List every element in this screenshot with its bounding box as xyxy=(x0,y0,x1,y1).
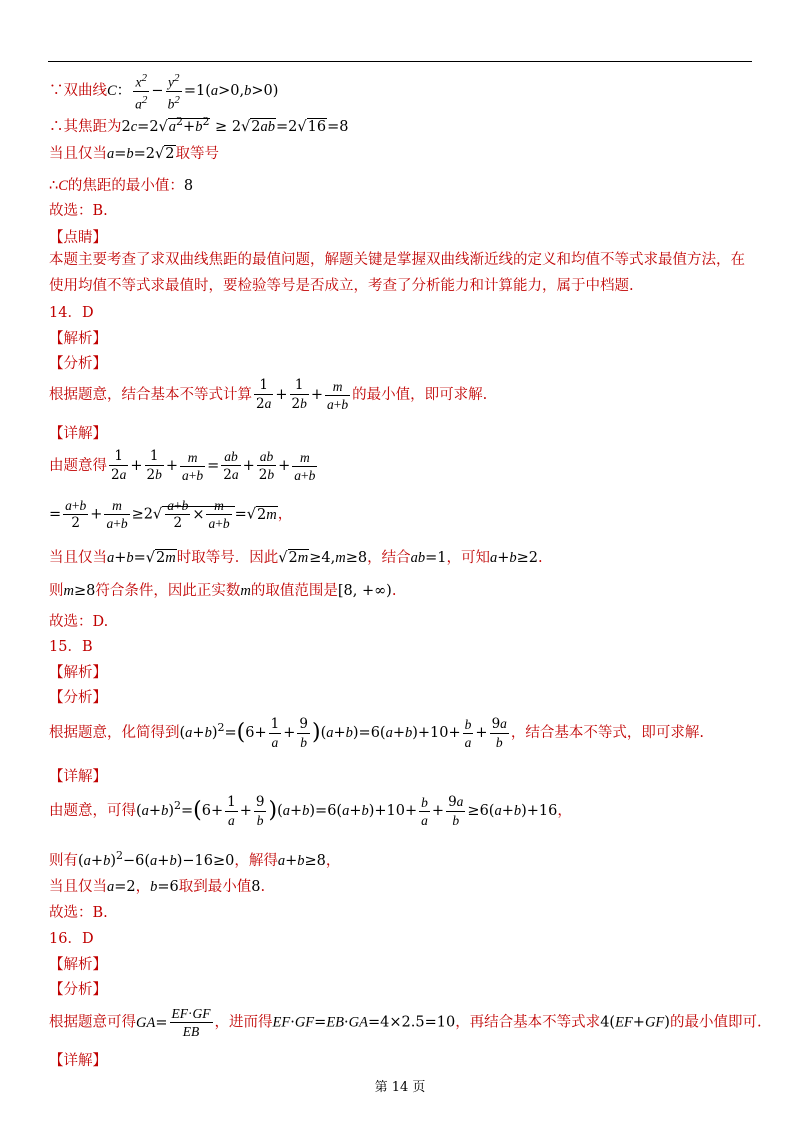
section-label: 【详解】 xyxy=(49,1053,107,1069)
question-number: 16．D xyxy=(49,931,94,947)
section-label: 【分析】 xyxy=(49,356,107,372)
section-label: 【点睛】 xyxy=(49,230,107,246)
text-line: 则有$(a+b)^2-6(a+b)-16\ge 0$，解得a+b≥8， xyxy=(49,849,341,869)
section-label: 【分析】 xyxy=(49,690,107,706)
page-footer: 第 14 页 xyxy=(374,1080,426,1095)
text-line: 当且仅当a=2，b=6取到最小值8. xyxy=(49,879,266,895)
text-line: 故选：D. xyxy=(49,614,109,630)
section-label: 【解析】 xyxy=(49,331,107,347)
text-line: 由题意得 $\frac{1}{2a}$ + $\frac{1}{2b}$ + $\frac{m}{a+b}$ = $\frac{ab}{2a}$ + $\frac{ab}{2b}$ + $\frac{m}{a+b}$ xyxy=(49,448,316,483)
text-line: 由题意，可得$(a+b)^2=(6+$ $\frac{1}{a}$ + $\frac{9}{b}$ )(a+b)=6(a+b)+10+ $\frac{b}{a}$ + $\frac{9a}{b}$ ≥6(a+b)+16， xyxy=(49,793,572,828)
text-line: 当且仅当a+b=√2m时取等号．因此√2m≥4,m≥8，结合ab=1，可知a+b≥2. xyxy=(49,550,543,566)
section-label: 【解析】 xyxy=(49,957,107,973)
section-label: 【解析】 xyxy=(49,665,107,681)
question-number: 15．B xyxy=(49,639,93,655)
text-line: 则m≥8符合条件，因此正实数m的取值范围是[8, +∞). xyxy=(49,583,397,599)
text-line: 根据题意，结合基本不等式计算 $\frac{1}{2a}$ + $\frac{1}{2b}$ + $\frac{m}{a+b}$ 的最小值，即可求解. xyxy=(49,377,488,412)
text-line: 故选：B. xyxy=(49,203,108,219)
text-line: 故选：B. xyxy=(49,905,108,921)
text-line: 根据题意，化简得到$(a+b)^2=(6+$ $\frac{1}{a}$ + $\frac{9}{b}$ )(a+b)=6(a+b)+10+ $\frac{b}{a}$ + $\frac{9a}{b}$ ，结合基本不等式，即可求解. xyxy=(49,715,705,750)
section-label: 【详解】 xyxy=(49,426,107,442)
section-label: 【详解】 xyxy=(49,769,107,785)
text-line: ∵双曲线C： $\frac{x^2}{a^2}$ − $\frac{y^2}{b^2}$ =1(a>0,b>0) xyxy=(49,72,279,111)
text-line: ∴其焦距为$2c=2√a^2+b^2 \ge 2√2ab=2√16=8$ xyxy=(49,115,349,135)
paragraph: 本题主要考查了求双曲线焦距的最值问题，解题关键是掌握双曲线渐近线的定义和均值不等式求最值方法，在使用均值不等式求最值时，要检验等号是否成立，考查了分析能力和计算能力，属于中档题. xyxy=(49,252,745,294)
section-label: 【分析】 xyxy=(49,982,107,998)
text-line: 根据题意可得GA= $\frac{EF\cdot GF}{EB}$ ，进而得EF·GF=EB·GA=4×2.5=10，再结合基本不等式求4(EF+GF)的最小值即可. xyxy=(49,1006,762,1039)
text-line: = $\frac{a+b}{2}$ + $\frac{m}{a+b}$ ≥2√ $\frac{a+b}{2}$ × $\frac{m}{a+b}$ =√2m， xyxy=(49,498,293,531)
question-number: 14．D xyxy=(49,305,94,321)
text-line: 当且仅当a=b=2√2取等号 xyxy=(49,146,220,162)
header-rule xyxy=(48,61,752,62)
text-line: ∴C的焦距的最小值：8 xyxy=(49,178,194,194)
